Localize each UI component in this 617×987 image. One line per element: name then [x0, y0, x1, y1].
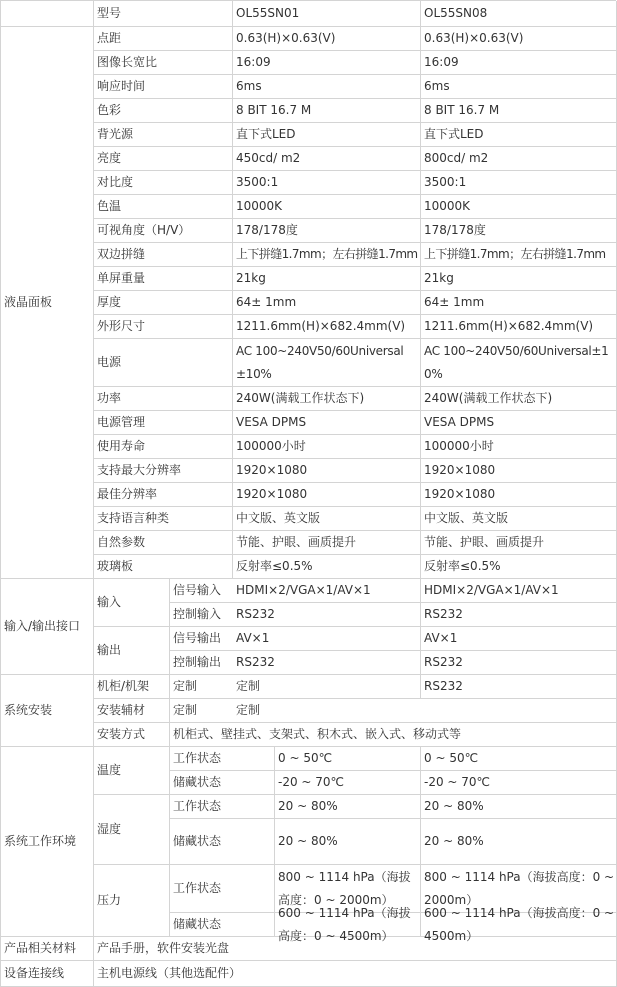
group-io: 输入/输出接口	[1, 579, 94, 675]
value-model-a: 6ms	[233, 75, 421, 99]
row-label: 外形尺寸	[94, 315, 233, 339]
value-model-b: 240W(满载工作状态下)	[421, 387, 617, 411]
row-label: 控制输出	[170, 651, 275, 675]
value-model-a: 100000小时	[233, 435, 421, 459]
row-label: 亮度	[94, 147, 233, 171]
value-model-b: 800 ~ 1114 hPa（海拔高度：0 ~ 2000m）	[421, 865, 617, 913]
value-model-b: 中文版、英文版	[421, 507, 617, 531]
value-model-b: 800cd/ m2	[421, 147, 617, 171]
value-model-a: 直下式LED	[233, 123, 421, 147]
header-model-b: OL55SN08	[421, 1, 617, 27]
io-output-label: 输出	[94, 627, 170, 675]
group-install: 系统安装	[1, 675, 94, 747]
value-model-a: -20 ~ 70℃	[275, 771, 421, 795]
row-label: 背光源	[94, 123, 233, 147]
row-label: 响应时间	[94, 75, 233, 99]
row-label: 自然参数	[94, 531, 233, 555]
row-label: 安装方式	[94, 723, 170, 747]
row-label: 电源管理	[94, 411, 233, 435]
env-temperature-label: 温度	[94, 747, 170, 795]
header-blank	[1, 1, 94, 27]
value-model-a: 中文版、英文版	[233, 507, 421, 531]
value-model-a: 上下拼缝1.7mm；左右拼缝1.7mm	[233, 243, 421, 267]
env-humidity-label: 湿度	[94, 795, 170, 865]
io-input-label: 输入	[94, 579, 170, 627]
value-model-b: HDMI×2/VGA×1/AV×1	[421, 579, 617, 603]
materials-value: 产品手册，软件安装光盘	[94, 937, 617, 961]
value-model-b: 600 ~ 1114 hPa（海拔高度：0 ~ 4500m）	[421, 913, 617, 937]
value-model-b: 反射率≤0.5%	[421, 555, 617, 579]
row-label: 图像长宽比	[94, 51, 233, 75]
row-label: 单屏重量	[94, 267, 233, 291]
value-model-a: 3500:1	[233, 171, 421, 195]
value-model-b: 0.63(H)×0.63(V)	[421, 27, 617, 51]
value-model-a: 0.63(H)×0.63(V)	[233, 27, 421, 51]
value-model-b: 100000小时	[421, 435, 617, 459]
materials-label: 产品相关材料	[1, 937, 94, 961]
row-label: 信号输入	[170, 579, 275, 603]
value-model-b: 10000K	[421, 195, 617, 219]
value-model-b: 节能、护眼、画质提升	[421, 531, 617, 555]
row-label: 储藏状态	[170, 913, 275, 937]
value-model-b: 3500:1	[421, 171, 617, 195]
row-label: 色彩	[94, 99, 233, 123]
row-sub-value: 定制	[170, 699, 275, 723]
value-model-b: 20 ~ 80%	[421, 819, 617, 865]
value-model-b: -20 ~ 70℃	[421, 771, 617, 795]
cables-value: 主机电源线（其他选配件）	[94, 961, 617, 987]
row-label: 色温	[94, 195, 233, 219]
value-model-a: 178/178度	[233, 219, 421, 243]
value-model-a: 600 ~ 1114 hPa（海拔高度：0 ~ 4500m）	[275, 913, 421, 937]
group-environment: 系统工作环境	[1, 747, 94, 937]
row-label: 电源	[94, 339, 233, 387]
row-label: 储藏状态	[170, 819, 275, 865]
row-label: 点距	[94, 27, 233, 51]
row-label: 安装辅材	[94, 699, 170, 723]
value-model-b: 上下拼缝1.7mm；左右拼缝1.7mm	[421, 243, 617, 267]
value-model-b: 21kg	[421, 267, 617, 291]
row-label: 使用寿命	[94, 435, 233, 459]
row-sub-value: 定制	[170, 675, 275, 699]
value-model-b: 1920×1080	[421, 459, 617, 483]
row-label: 储藏状态	[170, 771, 275, 795]
value-model-a: 10000K	[233, 195, 421, 219]
row-label: 工作状态	[170, 747, 275, 771]
row-label: 控制输入	[170, 603, 275, 627]
value-model-a: AC 100~240V50/60Universal±10%	[233, 339, 421, 387]
value-model-a: 16:09	[233, 51, 421, 75]
row-label: 双边拼缝	[94, 243, 233, 267]
value-model-a: RS232	[233, 603, 421, 627]
value-model-a: 450cd/ m2	[233, 147, 421, 171]
value-model-b: 直下式LED	[421, 123, 617, 147]
value-model-b: AV×1	[421, 627, 617, 651]
value-model-b: 178/178度	[421, 219, 617, 243]
value-model-a: 0 ~ 50℃	[275, 747, 421, 771]
env-pressure-label: 压力	[94, 865, 170, 937]
value-model-a: 20 ~ 80%	[275, 795, 421, 819]
value-model-a: VESA DPMS	[233, 411, 421, 435]
value-model-a: 64± 1mm	[233, 291, 421, 315]
value-model-a: RS232	[233, 651, 421, 675]
value-model-b: VESA DPMS	[421, 411, 617, 435]
value-model-a: 1920×1080	[233, 459, 421, 483]
value-model-a: 定制	[233, 699, 617, 723]
group-lcd-panel: 液晶面板	[1, 27, 94, 579]
value-model-a: 1920×1080	[233, 483, 421, 507]
value-model-a: 20 ~ 80%	[275, 819, 421, 865]
value-model-b: RS232	[421, 651, 617, 675]
value-model-a: 1211.6mm(H)×682.4mm(V)	[233, 315, 421, 339]
value-model-a: 8 BIT 16.7 M	[233, 99, 421, 123]
value-model-b: 1211.6mm(H)×682.4mm(V)	[421, 315, 617, 339]
value-model-b: 0 ~ 50℃	[421, 747, 617, 771]
row-label: 对比度	[94, 171, 233, 195]
cables-label: 设备连接线	[1, 961, 94, 987]
row-label: 功率	[94, 387, 233, 411]
row-label: 信号输出	[170, 627, 275, 651]
value-model-b: 64± 1mm	[421, 291, 617, 315]
value-model-b: 1920×1080	[421, 483, 617, 507]
row-label: 厚度	[94, 291, 233, 315]
row-label: 工作状态	[170, 865, 275, 913]
row-label: 可视角度（H/V）	[94, 219, 233, 243]
value-model-a: AV×1	[233, 627, 421, 651]
value-model-a: 反射率≤0.5%	[233, 555, 421, 579]
value-model-a: 节能、护眼、画质提升	[233, 531, 421, 555]
install-method-value: 机柜式、壁挂式、支架式、积木式、嵌入式、移动式等	[170, 723, 617, 747]
row-label: 最佳分辨率	[94, 483, 233, 507]
row-label: 工作状态	[170, 795, 275, 819]
value-model-b: RS232	[421, 675, 617, 699]
value-model-b: RS232	[421, 603, 617, 627]
value-model-b: AC 100~240V50/60Universal±10%	[421, 339, 617, 387]
header-model-label: 型号	[94, 1, 233, 27]
row-label: 玻璃板	[94, 555, 233, 579]
value-model-a: 240W(满载工作状态下)	[233, 387, 421, 411]
value-model-a: 定制	[233, 675, 421, 699]
value-model-a: 800 ~ 1114 hPa（海拔高度：0 ~ 2000m）	[275, 865, 421, 913]
value-model-a: HDMI×2/VGA×1/AV×1	[233, 579, 421, 603]
row-label: 支持最大分辨率	[94, 459, 233, 483]
header-model-a: OL55SN01	[233, 1, 421, 27]
value-model-a: 21kg	[233, 267, 421, 291]
value-model-b: 6ms	[421, 75, 617, 99]
row-label: 支持语言种类	[94, 507, 233, 531]
value-model-b: 20 ~ 80%	[421, 795, 617, 819]
value-model-b: 8 BIT 16.7 M	[421, 99, 617, 123]
row-label: 机柜/机架	[94, 675, 170, 699]
value-model-b: 16:09	[421, 51, 617, 75]
